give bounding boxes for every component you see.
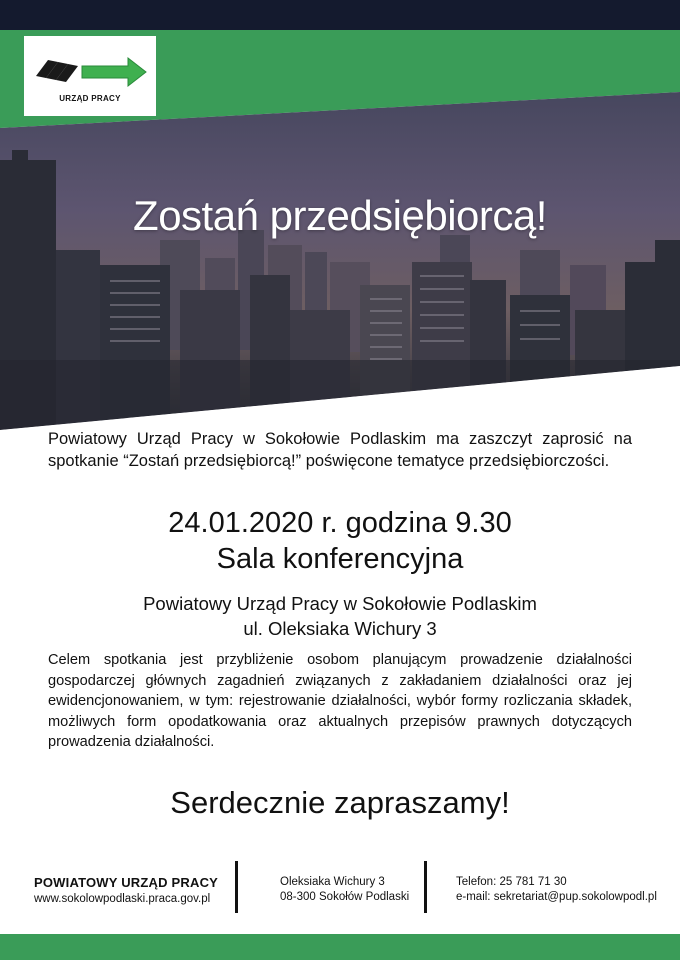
event-room: Sala konferencyjna bbox=[216, 543, 464, 575]
event-date-time: 24.01.2020 r. godzina 9.30 bbox=[168, 507, 512, 539]
logo-arrow-icon bbox=[32, 50, 152, 92]
invitation-text: Serdecznie zapraszamy! bbox=[170, 785, 510, 820]
urzad-pracy-logo bbox=[22, 34, 158, 118]
footer-contact bbox=[456, 875, 657, 905]
description-paragraph: Celem spotkania jest przybliżenie osobom planującym prowadzenie działalności gospodarczej głównych zagadnień związanych z zakładaniem działalności oraz jej ewidencjonowaniem, w tym: rejestrowanie działalności, wybór formy rozliczania składek, możliwych form opodatkowania oraz aktualnych przepisów prawnych dotyczących prowadzenia działalności. bbox=[48, 652, 632, 750]
footer-org bbox=[34, 858, 218, 907]
footer-divider bbox=[235, 861, 238, 913]
footer-email-link[interactable]: e-mail: sekretariat@pup.sokolowpodl.pl bbox=[456, 891, 657, 903]
footer-divider bbox=[424, 861, 427, 913]
footer-org-name: POWIATOWY URZĄD PRACY bbox=[34, 875, 219, 890]
intro-paragraph: Powiatowy Urząd Pracy w Sokołowie Podlaskim ma zaszczyt zaprosić na spotkanie “Zostań przedsiębiorcą!” poświęcone tematyce przedsiębiorczości. bbox=[48, 430, 632, 470]
venue-street: ul. Oleksiaka Wichury 3 bbox=[243, 618, 437, 639]
footer-address-line2: 08-300 Sokołów Podlaski bbox=[280, 891, 410, 903]
footer-address-line1: Oleksiaka Wichury 3 bbox=[280, 876, 385, 888]
footer-phone: Telefon: 25 781 71 30 bbox=[456, 876, 567, 888]
logo-text: URZĄD PRACY bbox=[59, 94, 121, 103]
footer-address bbox=[280, 875, 409, 905]
top-navy-band bbox=[0, 0, 680, 30]
hero-title: Zostań przedsiębiorcą! bbox=[133, 192, 547, 239]
footer-website-link[interactable]: www.sokolowpodlaski.praca.gov.pl bbox=[34, 893, 211, 905]
bottom-green-band bbox=[0, 934, 680, 960]
footer bbox=[0, 858, 680, 918]
venue-name: Powiatowy Urząd Pracy w Sokołowie Podlaskim bbox=[143, 593, 537, 614]
